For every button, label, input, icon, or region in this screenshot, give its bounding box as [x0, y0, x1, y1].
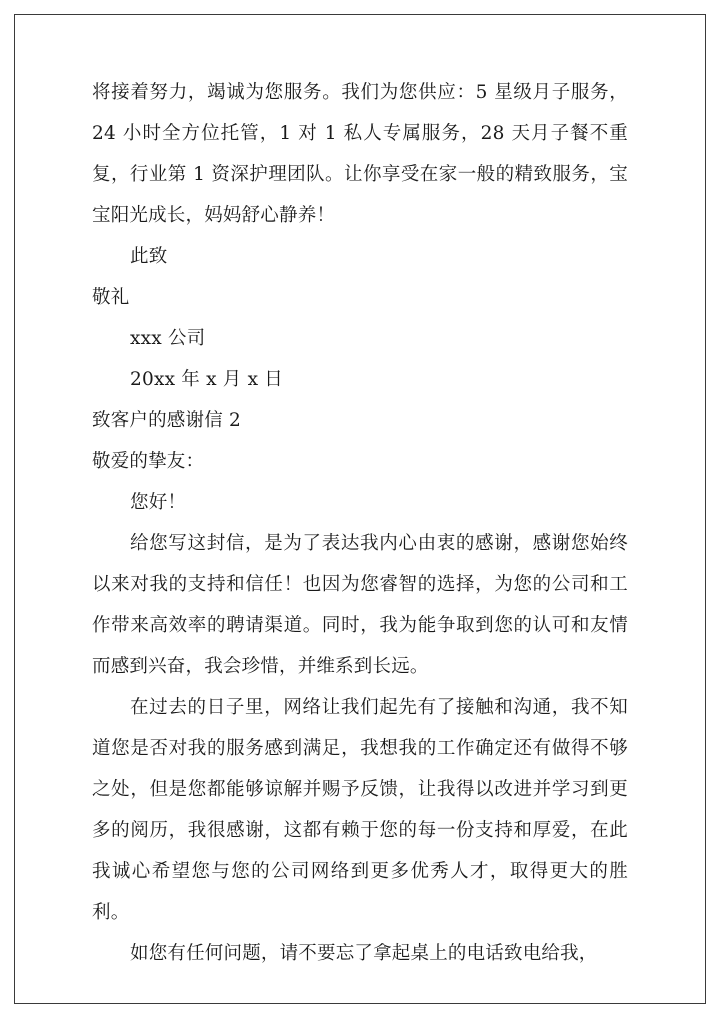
paragraph-1: 将接着努力，竭诚为您服务。我们为您供应：5 星级月子服务，24 小时全方位托管，1 对 1 私人专属服务，28 天月子餐不重复，行业第 1 资深护理团队。让你享受在家一般的精致服务，宝宝阳光成长，妈妈舒心静养！ [92, 82, 628, 226]
paragraph-4: 如您有任何问题，请不要忘了拿起桌上的电话致电给我， [130, 943, 598, 964]
closing-salutation-1: 此致 [130, 246, 168, 267]
paragraph-2: 给您写这封信，是为了表达我内心由衷的感谢，感谢您始终以来对我的支持和信任！也因为您睿智的选择，为您的公司和工作带来高效率的聘请渠道。同时，我为能争取到您的认可和友情而感到兴奋，我会珍惜，并维系到长远。 [92, 533, 628, 677]
signature-company: xxx 公司 [130, 328, 206, 349]
paragraph-3: 在过去的日子里，网络让我们起先有了接触和沟通，我不知道您是否对我的服务感到满足，我想我的工作确定还有做得不够之处，但是您都能够谅解并赐予反馈，让我得以改进并学习到更多的阅历，我很感谢，这都有赖于您的每一份支持和厚爱，在此我诚心希望您与您的公司网络到更多优秀人才，取得更大的胜利。 [92, 697, 628, 923]
section-heading: 致客户的感谢信 2 [92, 410, 241, 431]
letter-greeting: 敬爱的挚友： [92, 451, 205, 472]
letter-opening: 您好！ [130, 492, 187, 513]
document-body [92, 72, 628, 974]
signature-date: 20xx 年 x 月 x 日 [130, 369, 283, 390]
closing-salutation-2: 敬礼 [92, 287, 130, 308]
